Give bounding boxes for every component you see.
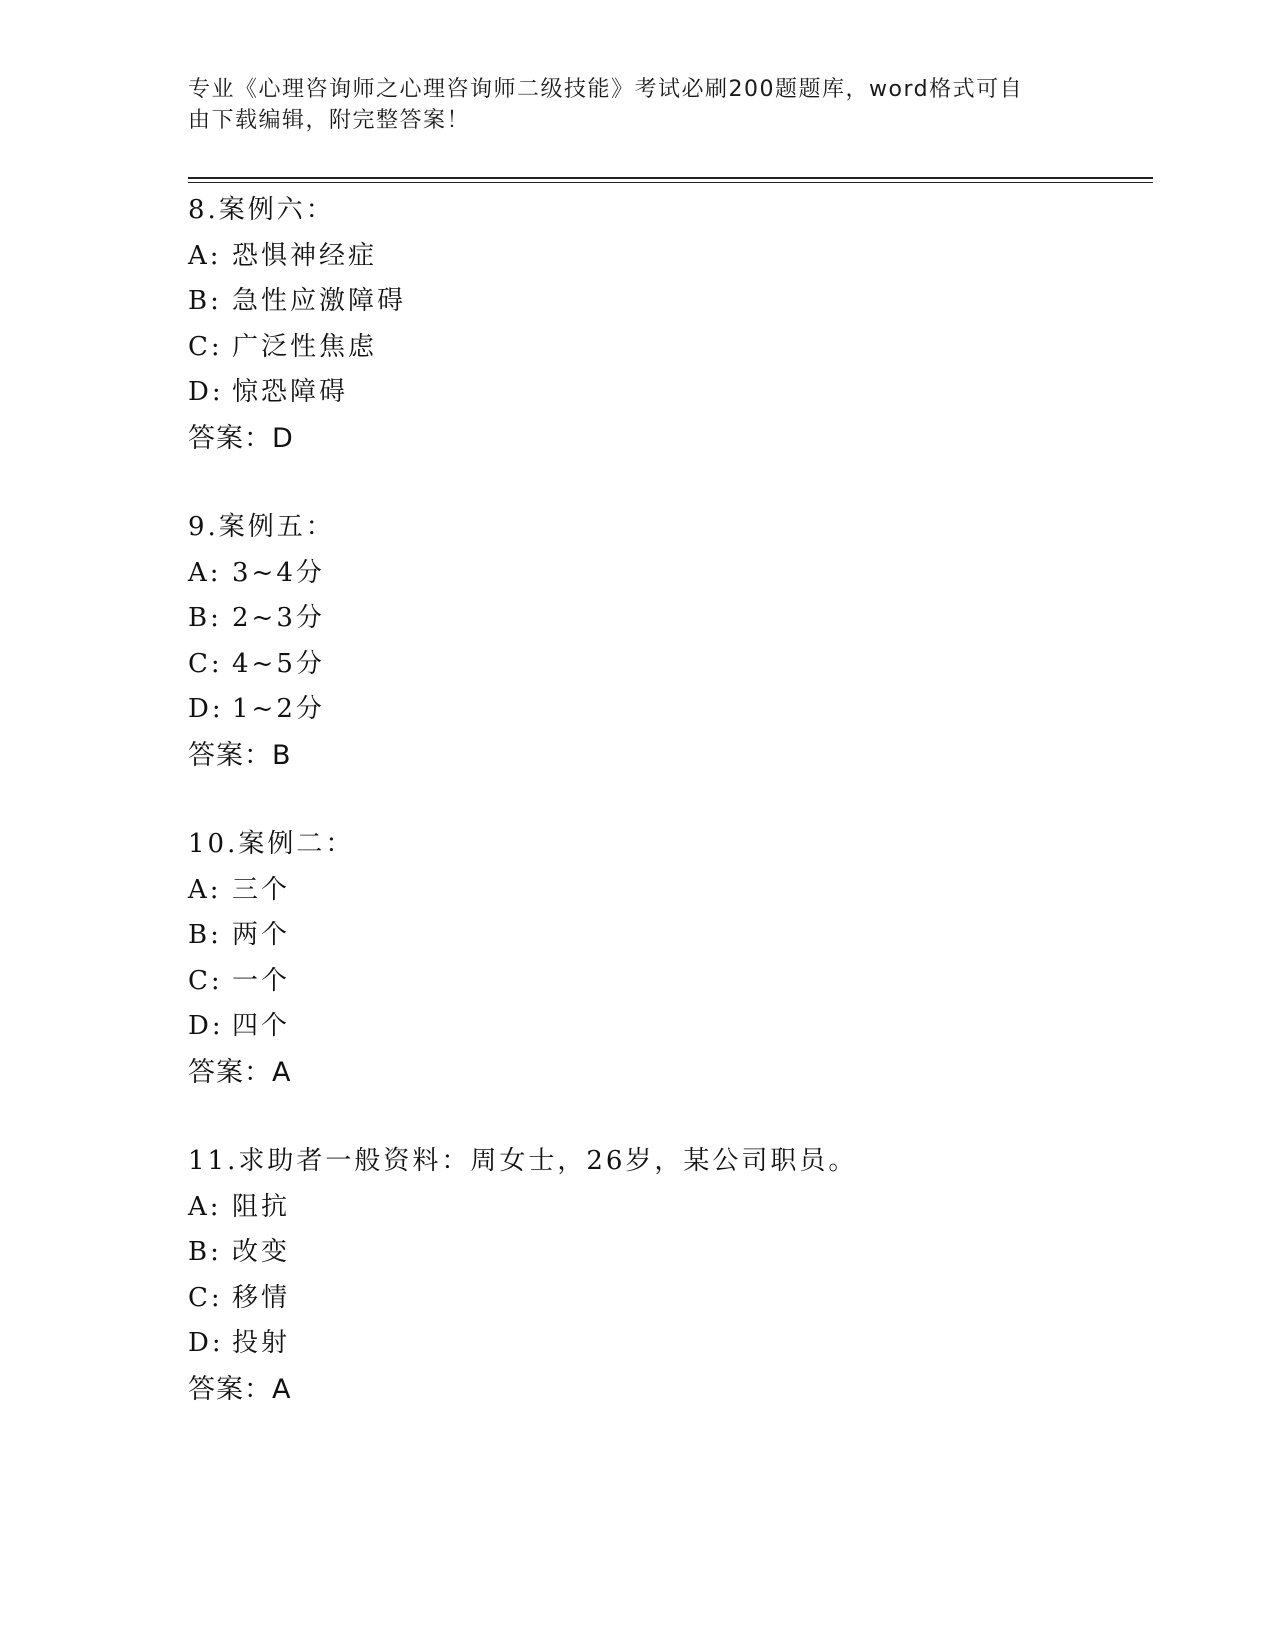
option-d xyxy=(188,687,1153,733)
question-8 xyxy=(188,188,1153,461)
option-b xyxy=(188,596,1153,642)
option-b xyxy=(188,913,1153,959)
option-letter: D: xyxy=(188,694,224,724)
option-text: 阻抗 xyxy=(232,1191,291,1222)
header-line-2: 由下载编辑，附完整答案！ xyxy=(188,108,471,133)
option-text: 三个 xyxy=(232,874,291,905)
question-title: 11.求助者一般资料：周女士，26岁，某公司职员。 xyxy=(188,1146,858,1176)
option-letter: C: xyxy=(188,965,223,996)
option-text: 1~2分 xyxy=(232,694,325,724)
answer-line: 答案：B xyxy=(188,739,292,771)
option-letter: B: xyxy=(188,1237,222,1267)
question-title: 8.案例六： xyxy=(188,195,335,225)
option-letter: A: xyxy=(188,240,222,271)
option-text: 移情 xyxy=(232,1282,291,1313)
question-9 xyxy=(188,505,1153,778)
option-text: 一个 xyxy=(232,965,291,996)
option-letter: B: xyxy=(188,286,222,316)
option-c xyxy=(188,1276,1153,1322)
option-text: 四个 xyxy=(232,1011,291,1041)
option-text: 投射 xyxy=(232,1328,291,1358)
option-c xyxy=(188,642,1153,688)
question-list xyxy=(188,188,1153,1456)
option-text: 急性应激障碍 xyxy=(232,286,407,316)
option-text: 4~5分 xyxy=(232,648,325,679)
option-b xyxy=(188,279,1153,325)
option-text: 两个 xyxy=(232,920,291,950)
answer-line: 答案：D xyxy=(188,422,294,454)
option-c xyxy=(188,325,1153,371)
option-text: 广泛性焦虑 xyxy=(232,331,378,362)
option-a xyxy=(188,551,1153,597)
document-header xyxy=(188,74,1068,136)
option-text: 2~3分 xyxy=(232,603,325,633)
option-text: 3~4分 xyxy=(232,557,325,588)
option-text: 恐惧神经症 xyxy=(232,240,378,271)
option-d xyxy=(188,1004,1153,1050)
option-a xyxy=(188,1185,1153,1231)
header-divider-thick xyxy=(188,177,1153,179)
option-a xyxy=(188,234,1153,280)
option-letter: D: xyxy=(188,377,224,407)
option-text: 惊恐障碍 xyxy=(232,377,349,407)
answer-line: 答案：A xyxy=(188,1373,292,1405)
option-letter: D: xyxy=(188,1328,224,1358)
option-letter: C: xyxy=(188,331,223,362)
option-letter: B: xyxy=(188,603,222,633)
question-title: 9.案例五： xyxy=(188,512,335,542)
option-letter: A: xyxy=(188,874,222,905)
option-letter: C: xyxy=(188,648,223,679)
header-divider-thin xyxy=(188,182,1153,183)
header-line-1: 专业《心理咨询师之心理咨询师二级技能》考试必刷200题题库，word格式可自 xyxy=(188,77,1024,102)
option-a xyxy=(188,868,1153,914)
option-d xyxy=(188,370,1153,416)
option-letter: B: xyxy=(188,920,222,950)
option-text: 改变 xyxy=(232,1237,291,1267)
question-10 xyxy=(188,822,1153,1095)
option-letter: A: xyxy=(188,557,222,588)
option-d xyxy=(188,1321,1153,1367)
answer-line: 答案：A xyxy=(188,1056,292,1088)
option-c xyxy=(188,959,1153,1005)
question-title: 10.案例二： xyxy=(188,829,355,859)
option-letter: C: xyxy=(188,1282,223,1313)
option-letter: A: xyxy=(188,1191,222,1222)
question-11 xyxy=(188,1139,1153,1412)
option-letter: D: xyxy=(188,1011,224,1041)
option-b xyxy=(188,1230,1153,1276)
